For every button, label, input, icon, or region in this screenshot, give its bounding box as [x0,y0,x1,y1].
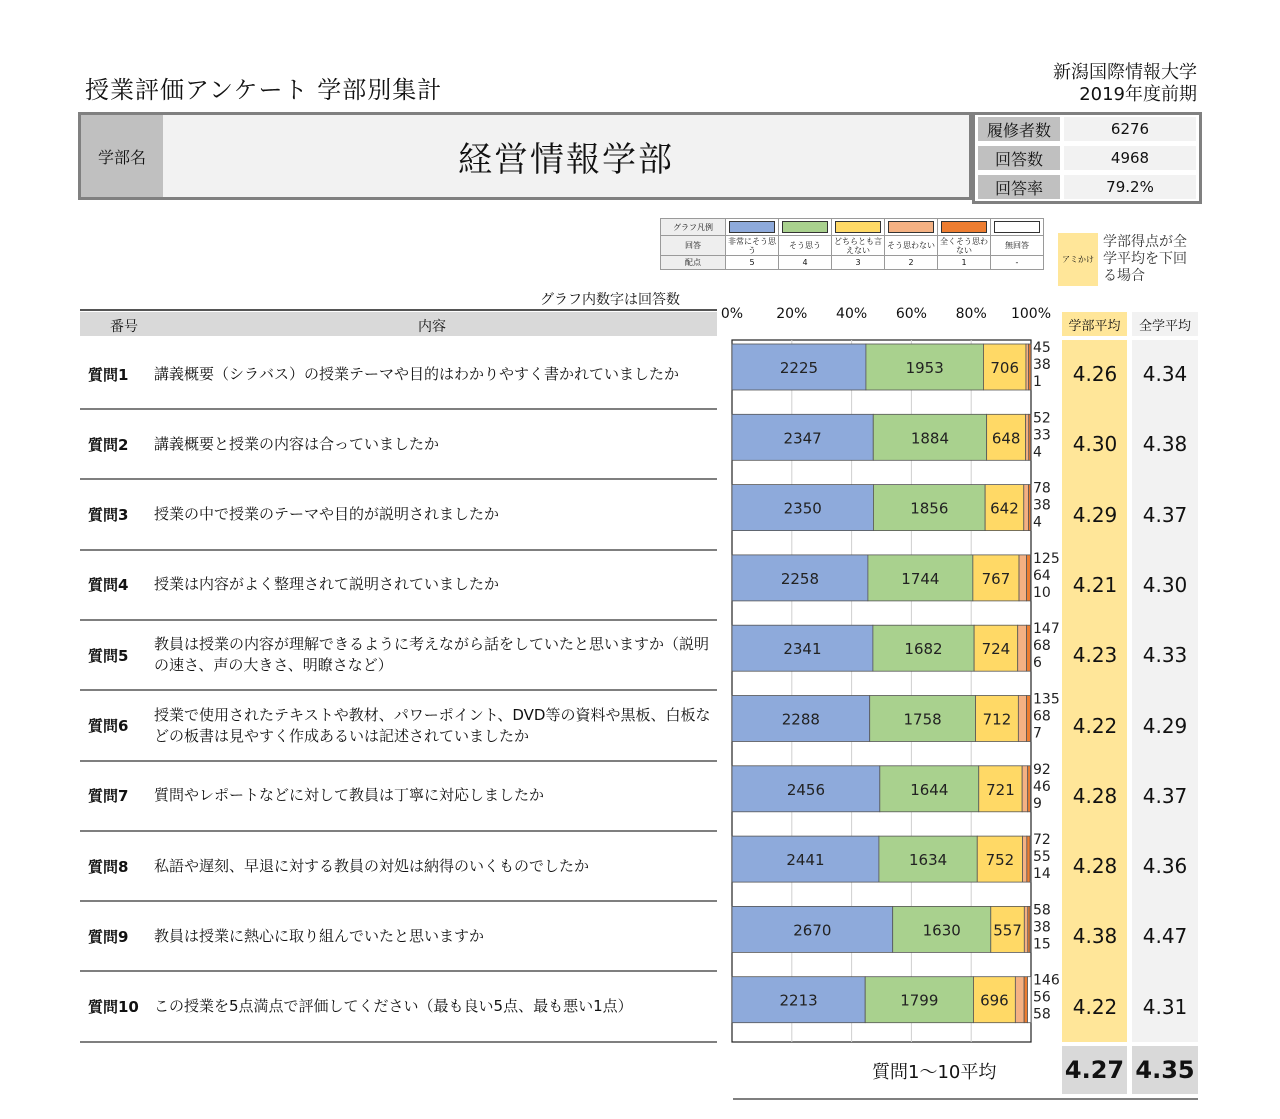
side-value-label: 68 [1033,708,1051,725]
dept-avg-value: 4.28 [1072,783,1118,808]
bar-segment [1024,485,1029,531]
legend-swatch [835,221,881,233]
bar-value-label: 2225 [779,359,819,377]
dept-avg-value: 4.23 [1072,643,1118,668]
question-row [80,832,717,902]
bar-value-label: 2456 [786,780,826,799]
all-avg-value: 4.29 [1142,713,1188,738]
side-value-label: 38 [1033,357,1051,373]
question-row [80,902,717,972]
bar-value-label: 1953 [905,359,944,377]
side-value-label: 4 [1033,514,1042,531]
question-text: 講義概要（シラバス）の授業テーマや目的はわかりやすく書かれていましたか [154,364,680,383]
bar-segment [1026,344,1029,390]
stat-enrolled [975,115,1199,141]
side-value-label: 4 [1033,444,1042,461]
legend-points: 1 [938,256,991,270]
bar-value-label: 2670 [793,921,832,940]
x-tick-label: 60% [895,306,927,322]
term-label: 2019年度前期 [1079,84,1197,105]
all-avg-value: 4.31 [1142,994,1188,1019]
bar-value-label: 1634 [908,851,948,870]
legend-answer: どちらとも言えない [832,236,885,256]
side-value-label: 92 [1033,761,1051,778]
question-text: 私語や遅刻、早退に対する教員の対処は納得のいくものでしたか [154,856,590,875]
side-value-label: 14 [1033,866,1051,883]
question-number: 質問5 [88,646,129,665]
overall-all-avg: 4.35 [1132,1046,1198,1094]
question-row [80,692,717,762]
legend-answer: 非常にそう思う [726,236,779,256]
department-name: 経営情報学部 [163,115,969,197]
side-value-label: 72 [1033,832,1051,849]
legend-points: - [991,256,1044,270]
highlight-swatch: アミかけ [1058,233,1098,286]
question-number: 質問8 [88,857,129,876]
x-tick-label: 0% [720,306,744,322]
all-avg-value: 4.36 [1142,854,1188,879]
legend-swatch [729,221,775,233]
bar-segment [1022,766,1028,812]
bar-segment [1027,625,1031,671]
stats-box [972,112,1202,204]
bar-value-label: 752 [985,851,1015,870]
bar-value-label: 1758 [903,710,942,729]
question-number: 質問1 [88,365,129,384]
question-row [80,481,717,551]
overall-label: 質問1～10平均 [872,1062,997,1083]
side-value-label: 10 [1033,584,1051,601]
bar-segment [1023,836,1027,882]
side-value-label: 46 [1033,778,1051,795]
stat-response-rate [975,173,1199,199]
legend-swatch [994,221,1040,233]
all-avg-value: 4.37 [1142,502,1188,527]
all-avg-value: 4.34 [1142,362,1188,386]
side-value-label: 7 [1033,725,1042,742]
bar-segment [1030,906,1031,952]
bar-segment [1030,766,1031,812]
side-value-label: 52 [1033,410,1051,427]
bar-value-label: 2347 [783,429,822,448]
side-value-label: 9 [1033,795,1042,812]
question-row [80,762,717,832]
bar-segment [1026,414,1029,460]
x-tick-label: 40% [836,306,868,322]
legend-answer: 無回答 [991,236,1044,256]
bar-value-label: 767 [981,569,1011,588]
stacked-bar-chart [720,336,1060,1046]
bar-value-label: 1744 [901,569,940,588]
x-tick-label: 80% [955,306,987,322]
dept-avg-value: 4.22 [1072,994,1118,1019]
legend-row-label: 配点 [661,256,726,270]
stat-value: 6276 [1064,117,1196,141]
row-divider [80,1041,717,1043]
bar-value-label: 1884 [910,429,950,448]
bar-value-label: 2341 [783,640,822,659]
bar-value-label: 1644 [910,780,949,799]
dept-avg-value: 4.38 [1072,924,1118,949]
dept-avg-value: 4.29 [1072,502,1118,527]
side-value-label: 56 [1033,989,1051,1006]
bar-value-label: 721 [986,780,1015,799]
stat-responses [975,144,1199,170]
document-title: 授業評価アンケート 学部別集計 [85,76,443,104]
x-tick-label: 100% [1010,306,1052,322]
bar-segment [1028,766,1031,812]
question-number: 質問10 [88,998,139,1017]
dept-avg-value: 4.28 [1072,854,1118,879]
all-avg-value: 4.33 [1142,643,1188,668]
bar-segment [1027,836,1030,882]
question-text: 授業は内容がよく整理されて説明されていましたか [154,575,500,594]
side-value-label: 135 [1033,691,1060,708]
stat-value: 79.2% [1064,175,1196,199]
dept-avg-value: 4.26 [1072,362,1118,386]
question-text: 授業の中で授業のテーマや目的が説明されましたか [154,505,500,524]
bar-value-label: 2350 [783,499,822,518]
legend-answer: 全くそう思わない [938,236,991,256]
overall-dept-avg: 4.27 [1062,1046,1127,1094]
highlight-note: 学部得点が全学平均を下回る場合 [1103,234,1187,284]
question-number: 質問6 [88,717,129,735]
bar-segment [1015,977,1024,1023]
legend-answer: そう思わない [885,236,938,256]
bar-value-label: 1799 [900,991,939,1010]
x-tick-label: 20% [776,306,808,322]
legend-swatch [941,221,987,233]
all-avg-value: 4.38 [1142,432,1188,457]
side-value-label: 58 [1033,902,1051,919]
header-rule [80,309,717,311]
side-value-label: 38 [1033,919,1051,936]
question-row [80,621,717,691]
bar-value-label: 712 [982,710,1012,729]
bar-segment [1019,555,1027,601]
bar-value-label: 2441 [786,851,825,870]
stat-label: 回答率 [978,175,1060,199]
stat-label: 履修者数 [978,117,1060,141]
side-value-label: 68 [1033,638,1051,655]
question-number: 質問3 [88,506,129,525]
university-name: 新潟国際情報大学 [1053,62,1197,83]
question-text: 講義概要と授業の内容は合っていましたか [154,434,440,453]
all-avg-value: 4.37 [1142,783,1188,808]
legend-points: 4 [779,256,832,270]
side-value-label: 64 [1033,567,1051,584]
legend-answer: そう思う [779,236,832,256]
side-value-label: 55 [1033,849,1051,866]
side-value-label: 146 [1033,972,1060,989]
question-number: 質問4 [88,576,129,595]
dept-avg-value: 4.22 [1072,713,1118,738]
question-text: 教員は授業に熱心に取り組んでいたと思いますか [154,926,485,945]
bar-value-label: 648 [991,429,1021,448]
university-term [960,62,1197,106]
legend-swatch [888,221,934,233]
question-text: 授業で使用されたテキストや教材、パワーポイント、DVD等の資料や黒板、白板などの板書は見やすく作成あるいは記述されていましたか [154,705,711,745]
dept-avg-value: 4.30 [1072,432,1118,457]
question-text: この授業を5点満点で評価してください（最も良い5点、最も悪い1点） [154,997,633,1016]
graph-legend [660,218,1044,270]
bar-segment [1024,977,1027,1023]
bar-segment [1030,836,1031,882]
stat-value: 4968 [1064,146,1196,170]
legend-points: 5 [726,256,779,270]
side-value-label: 1 [1033,374,1042,390]
bar-value-label: 642 [990,499,1019,518]
graph-note: グラフ内数字は回答数 [540,292,680,308]
bar-value-label: 1856 [910,499,949,518]
bar-segment [1024,906,1027,952]
question-number: 質問2 [88,435,129,454]
bar-value-label: 1630 [922,921,961,940]
bar-value-label: 724 [981,640,1011,659]
side-value-label: 38 [1033,497,1051,514]
side-value-label: 45 [1033,340,1051,356]
side-value-label: 147 [1033,621,1060,638]
side-value-label: 58 [1033,1006,1051,1023]
side-value-label: 125 [1033,550,1060,567]
bar-segment [1030,555,1031,601]
question-row [80,410,717,480]
bar-value-label: 696 [980,991,1009,1010]
column-header-content: 内容 [418,319,446,335]
question-number: 質問7 [88,787,129,806]
column-header-all-avg: 全学平均 [1132,312,1198,336]
side-value-label: 6 [1033,655,1042,672]
bar-value-label: 2213 [779,991,818,1010]
column-header-bar [80,312,717,336]
bar-segment [1018,696,1026,742]
legend-row-label: 回答 [661,236,726,256]
bar-value-label: 706 [990,359,1020,377]
all-avg-value: 4.47 [1142,924,1188,949]
bottom-rule [733,1098,1198,1100]
all-avg-value: 4.30 [1142,572,1188,597]
bar-value-label: 2258 [780,569,820,588]
side-value-label: 15 [1033,936,1051,953]
side-value-label: 78 [1033,480,1051,497]
dept-avg-value: 4.21 [1072,572,1118,597]
column-header-dept-avg: 学部平均 [1062,312,1127,336]
bar-value-label: 2288 [781,710,820,729]
bar-segment [1027,555,1031,601]
question-text: 質問やレポートなどに対して教員は丁寧に対応しましたか [154,786,545,805]
bar-value-label: 557 [993,921,1022,940]
bar-value-label: 1682 [904,640,943,659]
bar-segment [1018,625,1027,671]
department-label: 学部名 [81,115,163,197]
legend-points: 2 [885,256,938,270]
question-row [80,551,717,621]
side-value-label: 33 [1033,427,1051,444]
question-text: 教員は授業の内容が理解できるように考えながら話をしていたと思いますか（説明の速さ、声の大きさ、明瞭さなど） [154,635,710,675]
legend-row-label: グラフ凡例 [661,219,726,236]
question-number: 質問9 [88,927,129,946]
bar-segment [1028,977,1031,1023]
column-header-number: 番号 [110,319,138,335]
question-row [80,340,717,410]
stat-label: 回答数 [978,146,1060,170]
legend-points: 3 [832,256,885,270]
legend-swatch [782,221,828,233]
bar-segment [1026,696,1030,742]
question-row [80,973,717,1043]
